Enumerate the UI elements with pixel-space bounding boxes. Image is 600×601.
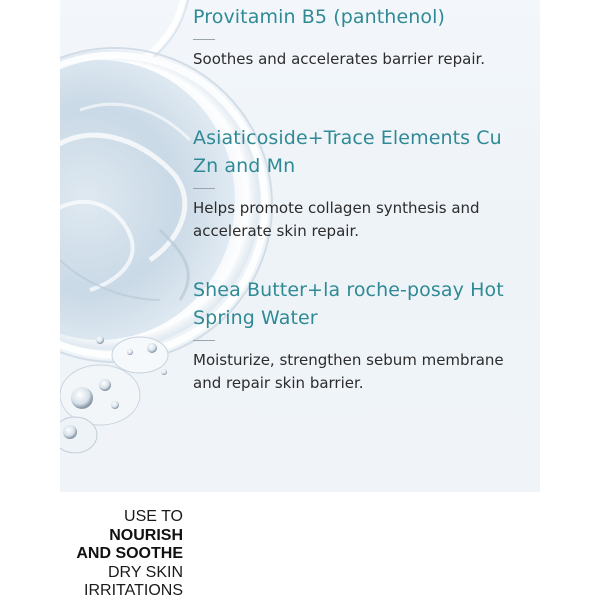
ingredient-2-description: Helps promote collagen synthesis and accelerate skin repair. — [193, 199, 480, 240]
callout-line-4: DRY SKIN — [108, 563, 183, 581]
callout-line-1: USE TO — [124, 508, 183, 525]
callout-line-5: IRRITATIONS — [84, 582, 183, 599]
ingredient-1 — [193, 3, 538, 71]
callout-line-3: AND SOOTHE — [76, 545, 183, 562]
cream-texture-image — [60, 0, 540, 492]
ingredients-panel — [60, 0, 540, 492]
callout-line-2: NOURISH — [109, 526, 183, 544]
ingredient-3 — [193, 276, 538, 395]
ingredient-1-title: Provitamin B5 (panthenol) — [193, 6, 445, 28]
ingredient-1-description: Soothes and accelerates barrier repair. — [193, 50, 486, 68]
ingredient-2 — [193, 124, 538, 243]
ingredient-1-divider — [193, 39, 215, 40]
ingredient-3-description: Moisturize, strengthen sebum membrane and repair skin barrier. — [193, 351, 504, 392]
ingredient-2-divider — [193, 188, 215, 189]
usage-callout — [60, 508, 183, 601]
ingredient-2-title: Asiaticoside+Trace Elements Cu Zn and Mn — [193, 127, 502, 177]
ingredient-3-divider — [193, 340, 215, 341]
ingredient-3-title: Shea Butter+la roche-posay Hot Spring Water — [193, 279, 504, 329]
